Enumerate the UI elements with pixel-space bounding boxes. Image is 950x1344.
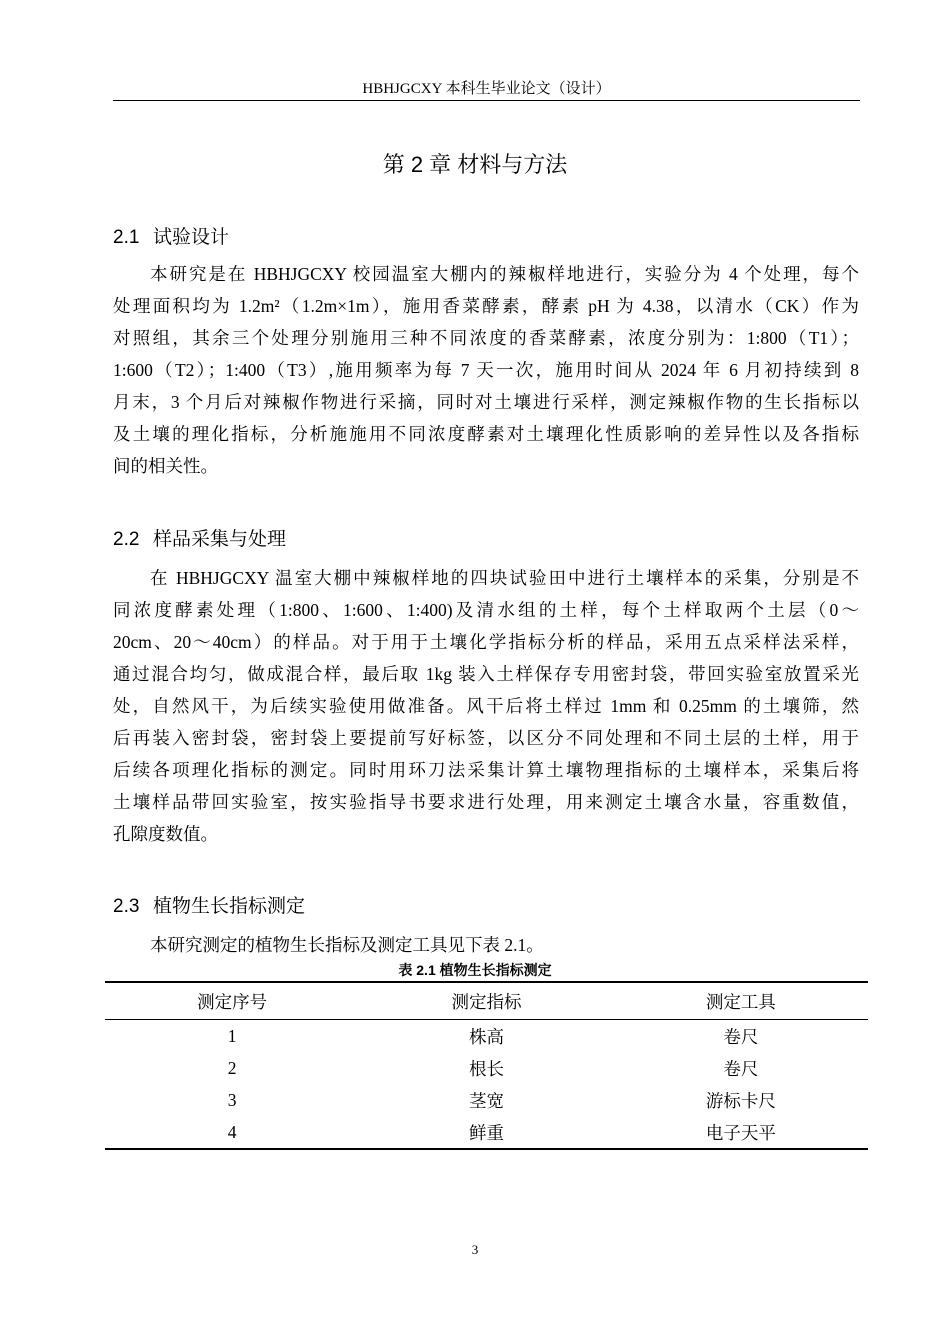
section-heading xyxy=(113,222,229,249)
column-header: 测定工具 xyxy=(705,991,776,1012)
header-rule xyxy=(113,100,860,101)
paragraph-line: 同浓度酵素处理（1:800、1:600、1:400)及清水组的土样，每个土样取两个土层（0～ xyxy=(113,600,859,620)
column-header: 测定序号 xyxy=(197,991,268,1012)
table-header-row xyxy=(105,982,868,1020)
growth-index-table xyxy=(105,981,868,1150)
table-cell: 4 xyxy=(227,1121,237,1142)
paragraph-line: 在 HBHJGCXY 温室大棚中辣椒样地的四块试验田中进行土壤样本的采集，分别是不 xyxy=(150,568,859,588)
paragraph-line: 20cm、20～40cm）的样品。对于用于土壤化学指标分析的样品，采用五点采样法采样， xyxy=(113,632,859,652)
table-cell: 电子天平 xyxy=(705,1122,776,1143)
table-cell: 根长 xyxy=(468,1058,504,1079)
section-title: 植物生长指标测定 xyxy=(153,896,306,917)
paragraph-line: 后续各项理化指标的测定。同时用环刀法采集计算土壤物理指标的土壤样本，采集后将 xyxy=(113,760,859,780)
paragraph-line: 本研究测定的植物生长指标及测定工具见下表 2.1。 xyxy=(150,935,544,955)
section-heading xyxy=(113,524,286,551)
page-number: 3 xyxy=(471,1242,479,1257)
table-cell: 游标卡尺 xyxy=(705,1090,776,1111)
table-row xyxy=(105,1052,868,1084)
running-header: HBHJGCXY 本科生毕业论文（设计） xyxy=(362,81,611,97)
section-number: 2.2 xyxy=(113,529,140,550)
paragraph-line: 孔隙度数值。 xyxy=(113,824,218,844)
paragraph-line: 本研究是在 HBHJGCXY 校园温室大棚内的辣椒样地进行，实验分为 4 个处理，每个 xyxy=(150,264,859,284)
paragraph-line: 对照组，其余三个处理分别施用三种不同浓度的香菜酵素，浓度分别为：1:800（T1）； xyxy=(113,328,859,348)
table-cell: 鲜重 xyxy=(468,1122,504,1143)
paragraph-line: 处理面积均为 1.2m²（1.2m×1m），施用香菜酵素，酵素 pH 为 4.38，以清水（CK）作为 xyxy=(113,296,859,316)
paragraph-line: 后再装入密封袋，密封袋上要提前写好标签，以区分不同处理和不同土层的土样，用于 xyxy=(113,728,859,748)
table-cell: 卷尺 xyxy=(723,1026,759,1047)
table-cell: 卷尺 xyxy=(723,1058,759,1079)
section-number: 2.3 xyxy=(113,896,140,917)
paragraph-line: 处，自然风干，为后续实验使用做准备。风干后将土样过 1mm 和 0.25mm 的土壤筛，然 xyxy=(113,696,859,716)
table-row xyxy=(105,1084,868,1116)
table-cell: 茎宽 xyxy=(468,1090,504,1111)
table-row xyxy=(105,1116,868,1149)
section-heading xyxy=(113,891,305,918)
table-cell: 株高 xyxy=(468,1026,504,1047)
section-number: 2.1 xyxy=(113,227,140,248)
table-row xyxy=(105,1020,868,1053)
column-header: 测定指标 xyxy=(451,991,522,1012)
section-title: 样品采集与处理 xyxy=(153,529,287,550)
paragraph-line: 通过混合均匀，做成混合样，最后取 1kg 装入土样保存专用密封袋，带回实验室放置采光 xyxy=(113,664,859,684)
table-cell: 3 xyxy=(227,1089,237,1110)
paragraph-line: 月末，3 个月后对辣椒作物进行采摘，同时对土壤进行采样，测定辣椒作物的生长指标以 xyxy=(113,392,859,412)
chapter-title: 第 2 章 材料与方法 xyxy=(382,152,568,177)
table-cell: 1 xyxy=(227,1025,237,1046)
paragraph-line: 1:600（T2）；1:400（T3）,施用频率为每 7 天一次，施用时间从 2024 年 6 月初持续到 8 xyxy=(113,360,859,380)
table-caption: 表 2.1 植物生长指标测定 xyxy=(398,962,552,978)
paragraph-line: 土壤样品带回实验室，按实验指导书要求进行处理，用来测定土壤含水量，容重数值， xyxy=(113,792,859,812)
section-title: 试验设计 xyxy=(153,227,230,248)
table-cell: 2 xyxy=(227,1057,237,1078)
paragraph-line: 间的相关性。 xyxy=(113,456,218,476)
paragraph-line: 及土壤的理化指标，分析施施用不同浓度酵素对土壤理化性质影响的差异性以及各指标 xyxy=(113,424,859,444)
